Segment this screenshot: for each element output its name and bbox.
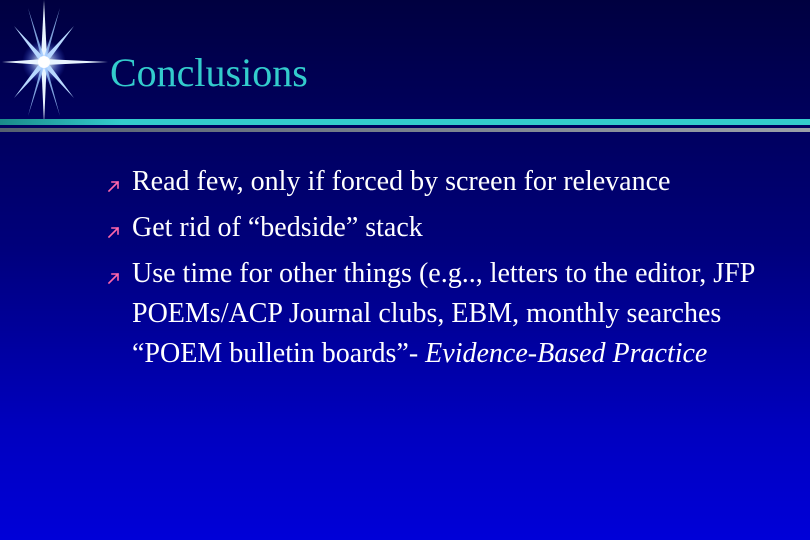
title-underline-bar — [0, 115, 810, 145]
bullet-list — [78, 162, 778, 380]
arrow-up-right-icon — [106, 178, 122, 194]
bullet-text: Read few, only if forced by screen for relevance — [132, 166, 671, 197]
bullet-item — [78, 254, 778, 374]
bullet-text: Get rid of “bedside” stack — [132, 212, 423, 243]
bullet-item — [78, 208, 778, 248]
bullet-text: Use time for other things (e.g.., letters to the editor, JFP POEMs/ACP Journal clubs, EBM, monthly searches “POEM bulletin boards”- — [132, 258, 755, 369]
slide-title: Conclusions — [110, 50, 308, 95]
arrow-up-right-icon — [106, 270, 122, 286]
bullet-item — [78, 162, 778, 202]
arrow-up-right-icon — [106, 224, 122, 240]
bullet-emphasis-text: Evidence-Based Practice — [425, 338, 708, 369]
sparkle-star-icon — [0, 0, 110, 130]
